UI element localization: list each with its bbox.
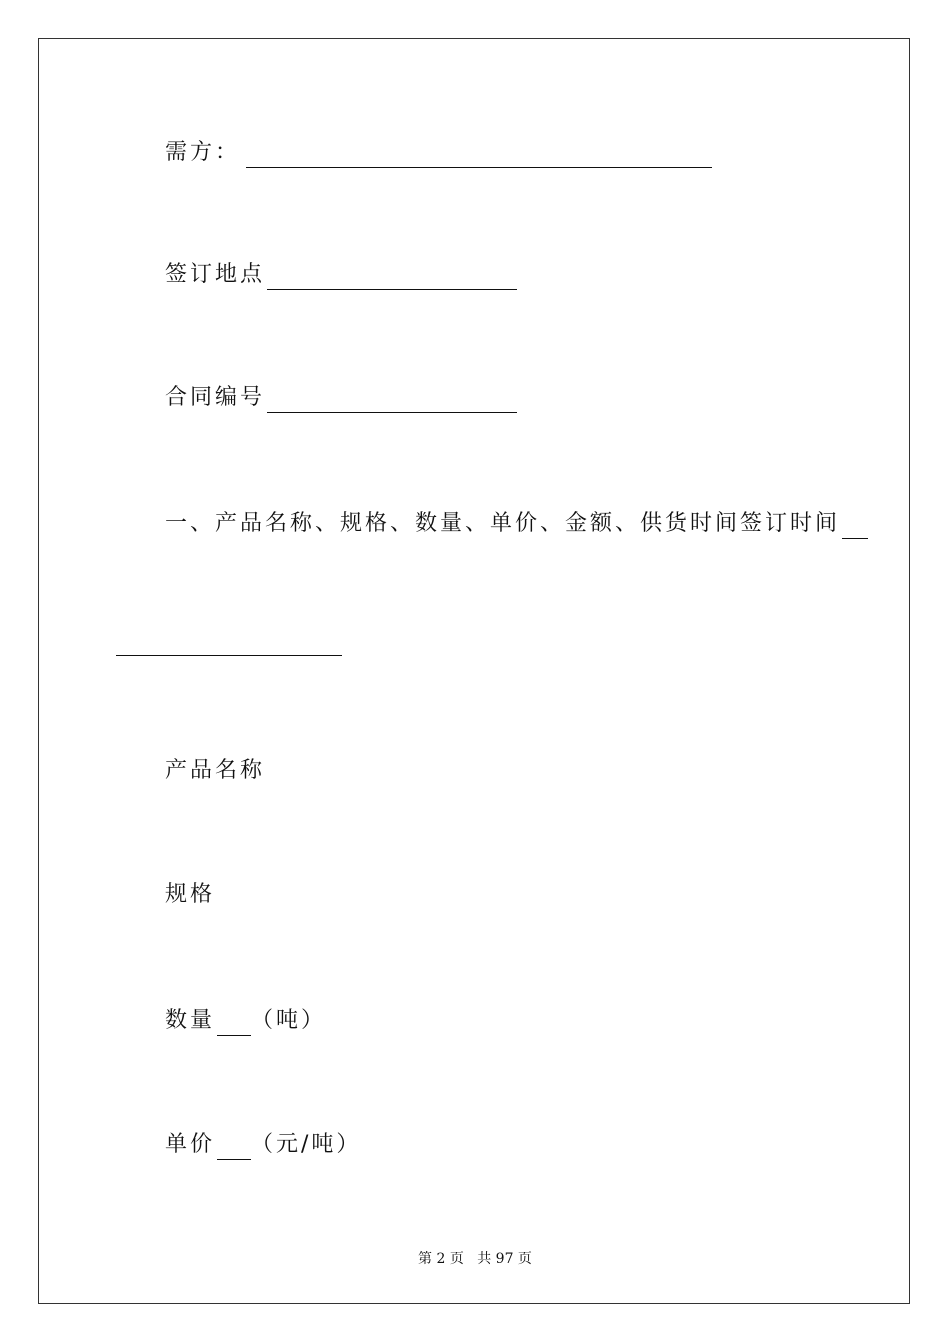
unit-price-unit: （元/吨） (251, 1132, 362, 1157)
sign-place-label: 签订地点 (165, 262, 266, 287)
buyer-label: 需方： (165, 140, 241, 165)
quantity-line (165, 1006, 326, 1036)
page-frame (38, 38, 910, 1304)
quantity-blank[interactable] (217, 1011, 251, 1036)
quantity-label: 数量 (165, 1008, 216, 1033)
spec-line (165, 880, 215, 910)
spec-label: 规格 (165, 882, 216, 907)
buyer-blank[interactable] (246, 143, 712, 168)
unit-price-blank[interactable] (217, 1135, 251, 1160)
contract-no-line (165, 383, 517, 413)
unit-price-label: 单价 (165, 1132, 216, 1157)
product-name-label: 产品名称 (165, 758, 266, 783)
contract-no-blank[interactable] (267, 388, 517, 413)
section1-heading-line (165, 509, 868, 539)
page-current: 第 2 页 (418, 1251, 464, 1267)
buyer-line (165, 138, 712, 168)
page-total: 共 97 页 (477, 1251, 532, 1267)
contract-no-label: 合同编号 (165, 385, 266, 410)
unit-price-line (165, 1130, 361, 1160)
product-name-line (165, 756, 265, 786)
sign-place-blank[interactable] (267, 265, 517, 290)
sign-place-line (165, 260, 517, 290)
section1-heading: 一、产品名称、规格、数量、单价、金额、供货时间签订时间 (165, 511, 841, 536)
quantity-unit: （吨） (251, 1008, 327, 1033)
sign-time-blank[interactable] (842, 514, 868, 539)
sign-time-blank-continued[interactable] (116, 655, 342, 656)
page-footer (0, 1248, 950, 1268)
